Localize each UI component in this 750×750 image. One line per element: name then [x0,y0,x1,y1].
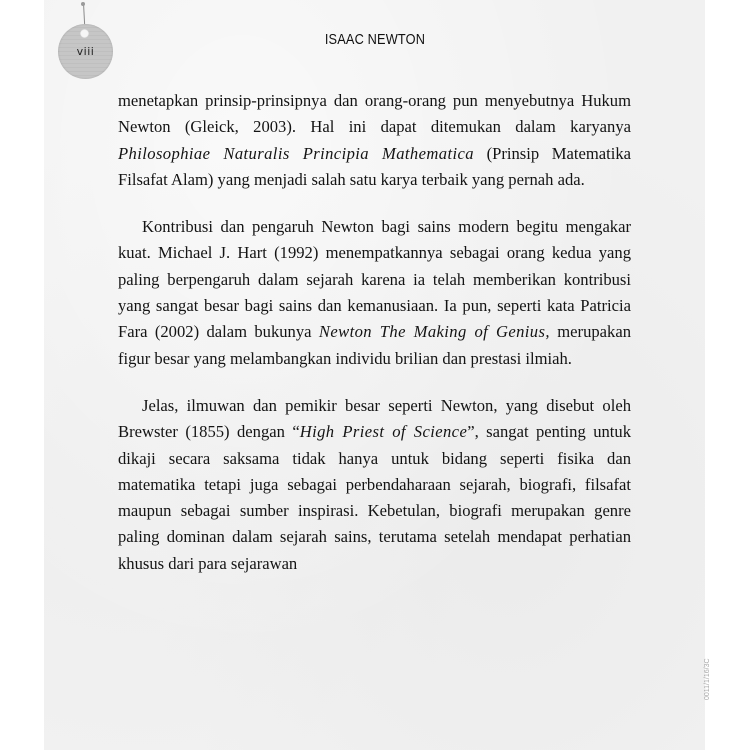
paragraph-text: (Prinsip Matematika Filsafat Alam) yang menjadi salah satu karya terbaik yang pernah ada. [118,143,631,189]
margin-code: 0011/1/16/3C [704,658,711,700]
paragraph-text: Kontribusi dan pengaruh Newton bagi sains modern begitu mengakar kuat. Michael J. Hart (1992) menempatkannya sebagai orang kedua yang paling berpengaruh dalam sejarah karena ia telah memberikan kontribusi yang sangat besar bagi sains dan kemanusiaan. Ia pun, seperti kata Patricia Fara (2002) dalam bukunya [118,217,631,342]
paragraph-text: menetapkan prinsip-prinsipnya dan orang-orang pun menyebutnya Hukum Newton (Gleick, 2003). Hal ini dapat ditemukan dalam karyanya [118,91,631,137]
italic-title-text: High Priest of Science [299,422,468,442]
page-number: viii [76,45,95,58]
paragraph-text: ”, sangat penting untuk dikaji secara saksama tidak hanya untuk bidang seperti fisika dan matematika tetapi juga sebagai perbendaharaan sejarah, biografi, filsafat maupun sebagai sumber inspirasi. Kebetulan, biografi merupakan genre paling dominan dalam sejarah sains, terutama setelah mendapat perhatian khusus dari para sejarawan [118,422,631,573]
paragraph [118,214,631,372]
body-text [118,88,631,577]
paragraph-text: merupakan figur besar yang melambangkan individu brilian dan prestasi ilmiah. [118,322,631,368]
italic-title-text: Philosophiae Naturalis Principia Mathematica [118,143,474,163]
paragraph [118,393,631,577]
italic-title-text: Newton The Making of Genius, [318,322,550,342]
paragraph-text: Jelas, ilmuwan dan pemikir besar seperti Newton, yang disebut oleh Brewster (1855) dengan “ [118,395,631,442]
running-title: ISAAC NEWTON [324,31,426,48]
paragraph [118,88,631,193]
page-tag-knot [81,2,85,6]
